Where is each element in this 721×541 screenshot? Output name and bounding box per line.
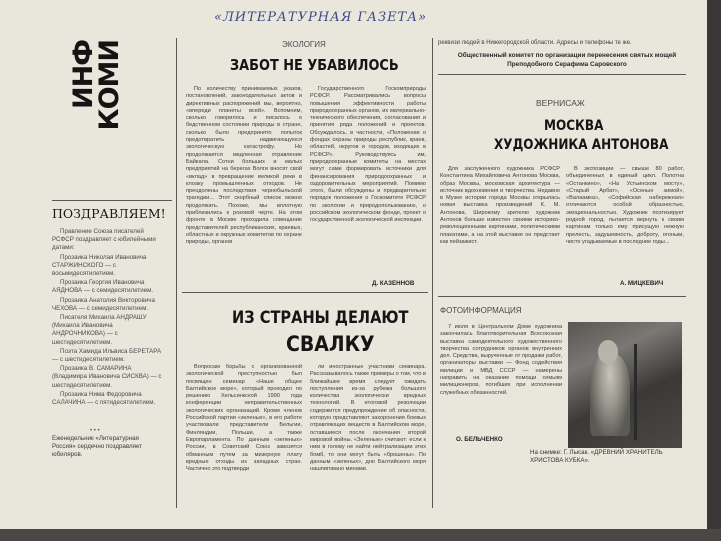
ecology-column-2-text: Государственного Госкомприроды РСФСР. Рассматривались вопросы повышения эффективности работы природоохранных органов, их материально-технического обеспечения, согласования и принятия ряда положений и проектов. Обсуждалось, в частности, «Положение о фондах охраны природы республик, краев, областей, округов и городов, входящих в РСФСР». Руководствуясь им, природоохранные комитеты на местах могут сами формировать источники для финансирования природоохранных и оздоровительных мероприятий. Помимо этого, были обсуждены и предварительно порядок положения о Госкомитете РСФСР по экологии и природопользованию, о российском экологическом фонде, проект о государственной экологической инспекции. xyxy=(310,86,426,224)
bait-headline-line1: ИЗ СТРАНЫ ДЕЛАЮТ xyxy=(232,308,409,328)
list-item: Прозаика В. САМАРИНА (Владимира Ивановича СИСКВА) — с шестидесятилетием. xyxy=(52,365,162,389)
ecology-column-1 xyxy=(186,86,302,282)
ecology-kicker: ЭКОЛОГИЯ xyxy=(282,40,326,49)
vernissage-kicker: ВЕРНИСАЖ xyxy=(536,98,585,108)
list-item: Прозаика Анатолия Викторовича ЧЕХОВА — с семидесятилетием. xyxy=(52,296,155,312)
bait-column-2 xyxy=(310,364,426,510)
ecology-headline: ЗАБОТ НЕ УБАВИЛОСЬ xyxy=(230,56,399,74)
bait-headline-line2: СВАЛКУ xyxy=(286,332,375,356)
ecology-column-2 xyxy=(310,86,426,272)
bait-column-1-text: Вопросам борьбы с организованной экологической преступностью был посвящен семинар «Наше общее Балтийское море», который проходил по решению Хельсинкской 1990 года конференции неправительственных экологических организаций. Кроме членов Российской партии «зеленых», в его работе участвовали представители Бельгии, Финляндии, Польши, а также Европарламента. По данным «зеленых» России, в Советский Союз завозятся обманным путем за мизерную плату вредные отходы из западных стран. Частично это подтверди xyxy=(186,364,302,473)
photo-caption: На снимке: Г. Лысак. «ДРЕВНИЙ ХРАНИТЕЛЬ ХРИСТОВА КУБКА». xyxy=(530,449,663,464)
list-item: Прозаика Нима Федоровича САЛАЧИНА — с пятидесятилетием. xyxy=(52,390,156,407)
bait-column-2-text: ли иностранные участники семинара. Рассказывалось также примеры о том, что в ближайшее время следует ожидать поступления из-за рубежа большого количества экологически вредных технологий. В итоговой резолюции содержится предупреждение об опасности, которую представляют захоронения боевых отравляющих веществ в Балтийском море, оставшиеся после окончания второй мировой войны. «Зеленые» считают: если к ним в голову не найти нейтрализации этих бомб, то они могут быть «брошены». По данным «зеленых», дно Балтийского моря нашпиговано минами. xyxy=(310,364,426,473)
list-item: Писателя Михаила АНДРАШУ (Михаила Ивановича АНДРОЧНИКОВА) — с шестидесятилетием. xyxy=(52,314,147,346)
rule-under-congrats xyxy=(52,200,172,201)
bait-column-1 xyxy=(186,364,302,510)
notice-committee: Общественный комитет по организации перенесения святых мощей Преподобного Серафима Саровского xyxy=(457,52,677,68)
vernissage-column-1-text: Для заслуженного художника РСФСР Константина Михайловича Антонова Москва, образ Москвы, московская архитектура — источник вдохновения и творчества. Недавно в Музее истории города Москвы открылась новая выставка произведений К. М. Антонова. Широкому зрителю художник Антонов больше известен своими историко-революционными картинами, политическими плакатами, а на этой выставке он предстает как пейзажист. xyxy=(440,166,560,245)
infokomi-logo xyxy=(66,40,125,131)
ecology-column-1-text: По количеству принимаемых указов, постановлений, законодательных актов и директивных распоряжений мы, вероятно, «впереди планеты всей». Вспомним, сколько говорилось и писалось о бедственном состоянии природы в стране, сколько было предпринято попыток предотвратить надвигающуюся экологическую катастрофу. Но продолжается медленная отравление Байкала. Сотни больших и малых предприятий на берегах Волги вносят свой «вклад» в превращение великой реки в клоаку промышленных отходов. Не преодолены последствия чернобыльской трагедии... Этот скорбный список можно продолжать. Похоже, мы вплотную приблизились к роковой черте. На этом фронте в Москве проходила совещание представителей республиканских, краевых, областных и окружных комитетов по охране природы, органов xyxy=(186,86,302,246)
congrats-heading: ПОЗДРАВЛЯЕМ! xyxy=(52,206,166,221)
list-item: Правление Союза писателей РСФСР поздравляет с юбилейными датами: xyxy=(52,228,156,252)
ecology-signature: Д. КАЗЕННОВ xyxy=(372,280,415,287)
photo-article-text xyxy=(440,324,562,436)
elder-figure-shape xyxy=(590,354,630,436)
list-item: Прозаика Георгия Ивановича АЯДНОВА — с семидесятилетием. xyxy=(52,279,154,295)
column-rule-left xyxy=(176,38,177,508)
logo-text-line2: КОМИ xyxy=(94,40,125,131)
rule-under-notice xyxy=(438,74,686,75)
vernissage-column-1 xyxy=(440,166,560,284)
vernissage-column-2 xyxy=(566,166,684,276)
logo-text-line1: ИНФ xyxy=(68,40,99,109)
congrats-footer: Еженедельник «Литературная Россия» сердечно поздравляет юбиляров. xyxy=(52,435,143,458)
vernissage-signature: А. МИЦКЕВИЧ xyxy=(620,280,664,287)
list-item: Поэта Хамида Ильвиса БЕРЕТАРА — с шестидесятилетием. xyxy=(52,347,162,364)
vernissage-column-2-text: В экспозиции — свыше 80 работ, объединенных в единый цикл. Полотна «Останкино», «На Устьинском мосту», «Старый Арбат», «Осенью зимой», «Валаамка», «Софийская набережная» отличаются особой образностью, эмоциональностью. Художник поэтизирует родной город, пытается вернуть к своим картинам только ему присущую нежную прелесть, задушевность, доброту, огоньки, чисто угадываемые в последние годы... xyxy=(566,166,684,245)
vernissage-headline-line2: ХУДОЖНИКА АНТОНОВА xyxy=(494,137,669,153)
elder-head-shape xyxy=(598,340,618,364)
congrats-separator: • • • xyxy=(90,428,100,434)
vernissage-headline-line1: МОСКВА xyxy=(544,118,604,134)
background-edge-right xyxy=(707,0,721,541)
painting-photo xyxy=(568,322,682,448)
background-edge-bottom xyxy=(0,529,721,541)
photo-article-body: 7 июля в Центральном Доме художника закончилась благотворительная Всесоюзная выставка самодеятельного художественного творчества сотрудников органов внутренних дел. Средства, вырученные от продажи работ, организаторы выставки — Фонд содействия милиции и МВД СССР — намерены направить на оказание помощи семьям милиционеров, погибших при исполнении служебных обязанностей. xyxy=(440,324,562,396)
congrats-list xyxy=(52,228,162,408)
staff-shape xyxy=(634,344,637,440)
photo-signature: О. БЕЛЬЧЕНКО xyxy=(456,436,503,443)
rule-under-vernissage xyxy=(438,296,686,297)
notice-address-line: реквизи людей в Нижегородской области. Адресы и телефоны те же. xyxy=(438,40,632,46)
photo-kicker: ФОТОИНФОРМАЦИЯ xyxy=(440,306,522,315)
list-item: Прозаика Николая Ивановича СТАРЖИНСКОГО — с восьмидесятилетием. xyxy=(52,253,147,278)
rule-under-ecology xyxy=(182,292,428,293)
column-rule-middle xyxy=(432,38,433,508)
handwritten-source-note: «ЛИТЕРАТУРНАЯ ГАЗЕТА» xyxy=(214,10,428,25)
